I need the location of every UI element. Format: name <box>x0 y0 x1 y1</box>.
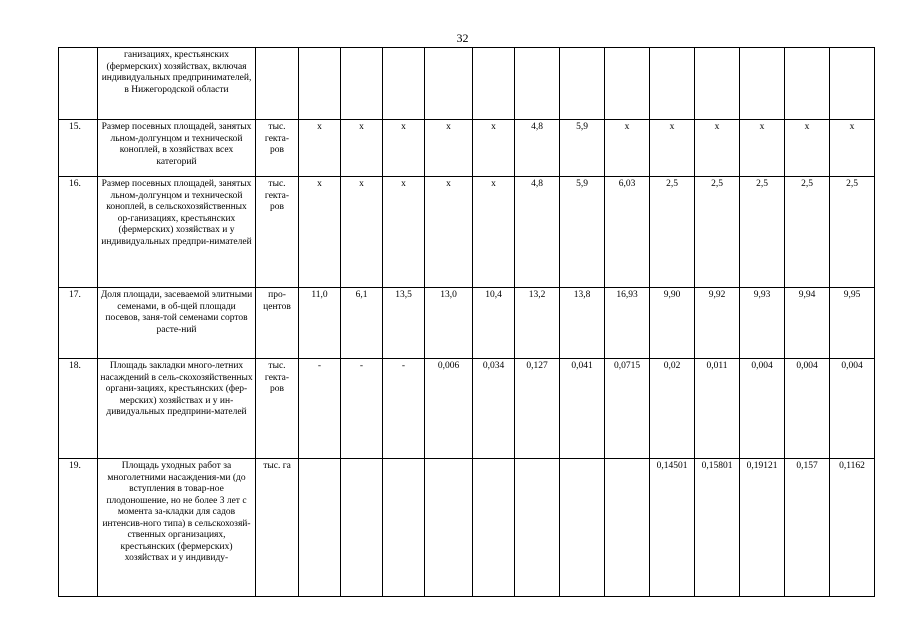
value-cell <box>515 48 560 120</box>
row-description: Площадь закладки много-летних насаждений в сель-скохозяйственных органи-зациях, крестьянских (фер-мерских) хозяйствах и у ин-дивидуальных предприни-мателей <box>98 359 256 459</box>
table-body <box>59 48 875 597</box>
table-row <box>59 48 875 120</box>
row-description: Площадь уходных работ за многолетними насаждения-ми (до вступления в товар-ное плодоношение, но не более 3 лет с момента за-кладки для садов интенсив-ного типа) в сельскохозяй-ственных организациях, крестьянских (фермерских) хозяйствах и у индивиду- <box>98 459 256 597</box>
row-number: 15. <box>59 120 98 177</box>
value-cell: 4,8 <box>515 120 560 177</box>
value-cell: 2,5 <box>830 177 875 288</box>
value-cell <box>383 48 425 120</box>
value-cell: 9,90 <box>650 288 695 359</box>
value-cell: 0,02 <box>650 359 695 459</box>
value-cell: 13,8 <box>560 288 605 359</box>
row-description: ганизациях, крестьянских (фермерских) хозяйствах, включая индивидуальных предпринимателей, в Нижегородской области <box>98 48 256 120</box>
row-unit: тыс. гекта-ров <box>256 177 299 288</box>
value-cell: - <box>299 359 341 459</box>
value-cell: 0,127 <box>515 359 560 459</box>
table-row <box>59 120 875 177</box>
row-unit: тыс. гекта-ров <box>256 120 299 177</box>
value-cell: 16,93 <box>605 288 650 359</box>
row-number: 19. <box>59 459 98 597</box>
value-cell: 0,004 <box>740 359 785 459</box>
value-cell: 4,8 <box>515 177 560 288</box>
value-cell: х <box>785 120 830 177</box>
value-cell: 6,1 <box>341 288 383 359</box>
value-cell: 2,5 <box>650 177 695 288</box>
value-cell: - <box>341 359 383 459</box>
value-cell <box>299 48 341 120</box>
data-table <box>58 47 875 597</box>
value-cell: 13,0 <box>425 288 473 359</box>
value-cell <box>341 459 383 597</box>
value-cell <box>425 48 473 120</box>
value-cell <box>695 48 740 120</box>
table-row <box>59 459 875 597</box>
row-unit: про-центов <box>256 288 299 359</box>
value-cell: х <box>830 120 875 177</box>
value-cell: х <box>425 120 473 177</box>
value-cell: 0,006 <box>425 359 473 459</box>
value-cell <box>830 48 875 120</box>
row-unit <box>256 48 299 120</box>
value-cell: 13,5 <box>383 288 425 359</box>
table-row <box>59 288 875 359</box>
value-cell: 0,041 <box>560 359 605 459</box>
page-number: 32 <box>456 31 469 45</box>
value-cell: х <box>605 120 650 177</box>
value-cell: 5,9 <box>560 177 605 288</box>
value-cell <box>515 459 560 597</box>
value-cell: х <box>473 177 515 288</box>
value-cell: 13,2 <box>515 288 560 359</box>
value-cell: х <box>473 120 515 177</box>
value-cell: 9,94 <box>785 288 830 359</box>
value-cell: 10,4 <box>473 288 515 359</box>
row-unit: тыс. гекта-ров <box>256 359 299 459</box>
row-number: 17. <box>59 288 98 359</box>
value-cell: 9,93 <box>740 288 785 359</box>
row-description: Размер посевных площадей, занятых льном-долгунцом и технической коноплей, в хозяйствах всех категорий <box>98 120 256 177</box>
value-cell: 5,9 <box>560 120 605 177</box>
value-cell: 11,0 <box>299 288 341 359</box>
value-cell <box>605 48 650 120</box>
row-number: 16. <box>59 177 98 288</box>
value-cell <box>473 48 515 120</box>
row-number: 18. <box>59 359 98 459</box>
value-cell: 0,0715 <box>605 359 650 459</box>
value-cell: - <box>383 359 425 459</box>
value-cell <box>425 459 473 597</box>
value-cell <box>605 459 650 597</box>
value-cell <box>740 48 785 120</box>
row-number <box>59 48 98 120</box>
value-cell: х <box>740 120 785 177</box>
value-cell: 0,19121 <box>740 459 785 597</box>
value-cell <box>650 48 695 120</box>
value-cell: х <box>341 177 383 288</box>
value-cell <box>560 459 605 597</box>
value-cell: х <box>383 120 425 177</box>
value-cell <box>560 48 605 120</box>
value-cell: 2,5 <box>695 177 740 288</box>
value-cell: 2,5 <box>740 177 785 288</box>
value-cell: х <box>383 177 425 288</box>
value-cell: х <box>341 120 383 177</box>
value-cell <box>299 459 341 597</box>
row-description: Размер посевных площадей, занятых льном-долгунцом и технической коноплей, в сельскохозяйственных ор-ганизациях, крестьянских (фермерских) хозяйствах и у индивидуальных предпри-нимателей <box>98 177 256 288</box>
value-cell <box>785 48 830 120</box>
table-row <box>59 359 875 459</box>
value-cell <box>383 459 425 597</box>
table-row <box>59 177 875 288</box>
value-cell: 0,157 <box>785 459 830 597</box>
value-cell: х <box>299 120 341 177</box>
value-cell: 0,004 <box>830 359 875 459</box>
value-cell: х <box>695 120 740 177</box>
row-unit: тыс. га <box>256 459 299 597</box>
value-cell: х <box>299 177 341 288</box>
value-cell: 0,14501 <box>650 459 695 597</box>
value-cell: 0,004 <box>785 359 830 459</box>
value-cell: 0,15801 <box>695 459 740 597</box>
value-cell: 2,5 <box>785 177 830 288</box>
value-cell: х <box>425 177 473 288</box>
value-cell: 9,95 <box>830 288 875 359</box>
row-description: Доля площади, засеваемой элитными семенами, в об-щей площади посевов, заня-той семенами сортов расте-ний <box>98 288 256 359</box>
value-cell: 0,1162 <box>830 459 875 597</box>
value-cell: х <box>650 120 695 177</box>
value-cell: 0,034 <box>473 359 515 459</box>
value-cell: 6,03 <box>605 177 650 288</box>
value-cell: 0,011 <box>695 359 740 459</box>
value-cell <box>341 48 383 120</box>
value-cell: 9,92 <box>695 288 740 359</box>
value-cell <box>473 459 515 597</box>
